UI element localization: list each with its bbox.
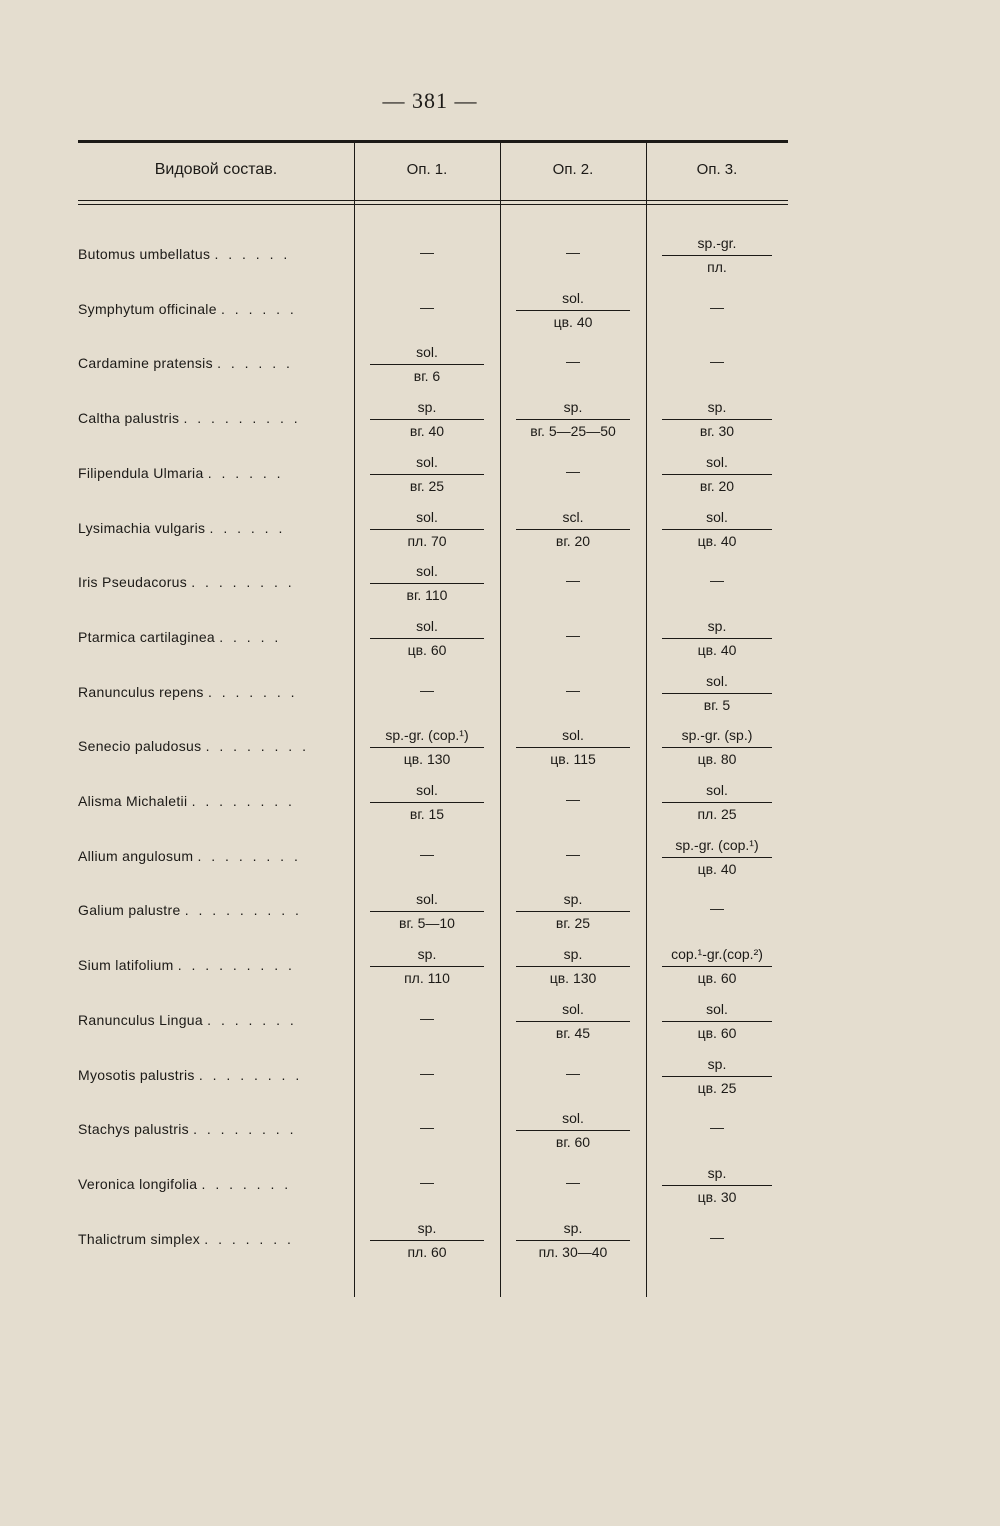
abundance-fraction (662, 1000, 772, 1041)
abundance-value: sp. (662, 1164, 772, 1186)
abundance-value: sol. (662, 1000, 772, 1022)
species-name: Butomus umbellatus (78, 246, 211, 262)
header-species: Видовой состав. (154, 161, 278, 178)
phase-height-value: вг. 20 (699, 477, 735, 494)
table-row (78, 1215, 788, 1270)
abundance-value: sp. (516, 890, 630, 912)
op1-cell (354, 1051, 500, 1105)
op2-cell (500, 1105, 646, 1159)
op1-cell (354, 1215, 500, 1269)
absent-dash: — (566, 244, 580, 260)
op1-cell (354, 558, 500, 612)
abundance-value: sp. (662, 398, 772, 420)
op2-cell (500, 613, 646, 667)
species-cell (78, 465, 348, 481)
leader-dots: . . . . . . . . (191, 793, 295, 809)
absent-dash: — (566, 681, 580, 698)
species-cell (78, 738, 348, 754)
phase-height-value: вг. 40 (409, 423, 445, 440)
species-name: Caltha palustris (78, 410, 180, 427)
abundance-fraction (662, 617, 772, 658)
phase-height-value: пл. 70 (407, 532, 447, 549)
table-row (78, 941, 788, 996)
op3-cell (646, 230, 788, 284)
leader-dots: . . . . . . . . (197, 847, 301, 864)
op1-cell (354, 668, 500, 722)
abundance-fraction (516, 1000, 630, 1041)
op1-cell (354, 722, 500, 776)
op3-cell (646, 722, 788, 776)
leader-dots: . . . . . . . (207, 1011, 297, 1028)
table-row (78, 832, 788, 887)
abundance-value: sol. (370, 781, 484, 803)
absent-dash: — (710, 1119, 724, 1136)
table-row (78, 558, 788, 613)
phase-height-value: цв. 25 (697, 1079, 737, 1096)
phase-height-value: вг. 30 (699, 423, 735, 440)
leader-dots: . . . . . . (217, 355, 293, 372)
species-name: Allium angulosum (78, 847, 194, 864)
absent-dash: — (420, 1173, 434, 1190)
species-cell (78, 1067, 348, 1083)
phase-height-value: цв. 80 (697, 751, 737, 768)
phase-height-value: цв. 60 (697, 970, 737, 987)
phase-height-value: цв. 40 (697, 641, 737, 658)
abundance-fraction (516, 1109, 630, 1150)
leader-dots: . . . . . . . (207, 683, 298, 700)
op3-cell (646, 285, 788, 339)
abundance-value: sol. (370, 508, 484, 530)
abundance-value: sp.-gr. (sp.) (662, 726, 772, 748)
op2-cell (500, 1051, 646, 1105)
absent-dash: — (710, 1228, 724, 1245)
abundance-fraction (370, 343, 484, 384)
op2-cell (500, 504, 646, 558)
op2-cell (500, 394, 646, 448)
phase-height-value: пл. (707, 259, 727, 275)
op2-cell (500, 777, 646, 831)
species-cell (78, 520, 348, 536)
op3-cell (646, 832, 788, 886)
op2-cell (500, 285, 646, 339)
abundance-fraction (662, 453, 772, 494)
abundance-value: sol. (370, 617, 484, 639)
phase-height-value: вг. 15 (409, 806, 445, 822)
abundance-value: sol. (516, 1000, 630, 1022)
species-cell (78, 1231, 348, 1247)
absent-dash: — (566, 791, 580, 807)
header-double-rule (78, 200, 788, 205)
op3-cell (646, 941, 788, 995)
species-name: Sium latifolium (78, 957, 174, 974)
abundance-value: sp. (516, 398, 630, 420)
abundance-fraction (662, 234, 772, 275)
abundance-value: sol. (516, 726, 630, 748)
abundance-value: sol. (516, 289, 630, 311)
species-name: Ranunculus Lingua (78, 1011, 203, 1028)
leader-dots: . . . . . . . . (205, 738, 309, 755)
absent-dash: — (566, 462, 580, 479)
phase-height-value: пл. 30—40 (538, 1243, 608, 1260)
op1-cell (354, 449, 500, 503)
op1-cell (354, 1160, 500, 1214)
abundance-fraction (662, 836, 772, 877)
abundance-fraction (516, 289, 630, 330)
abundance-fraction (516, 890, 630, 931)
abundance-fraction (662, 672, 772, 713)
absent-dash: — (710, 572, 724, 589)
species-name: Ptarmica cartilaginea (78, 628, 216, 645)
table-row (78, 1051, 788, 1106)
op2-cell (500, 886, 646, 940)
leader-dots: . . . . . . . (201, 1175, 292, 1192)
abundance-value: sp. (516, 945, 630, 967)
abundance-value: sp. (370, 945, 484, 967)
species-name: Veronica longifolia (78, 1175, 198, 1192)
table-row (78, 886, 788, 941)
table-row (78, 668, 788, 723)
op1-cell (354, 1105, 500, 1159)
table-row (78, 722, 788, 777)
abundance-fraction (370, 890, 484, 931)
abundance-value: sol. (662, 508, 772, 530)
leader-dots: . . . . . (219, 628, 282, 645)
phase-height-value: цв. 40 (697, 860, 737, 877)
phase-height-value: вг. 20 (555, 532, 591, 549)
absent-dash: — (566, 626, 580, 643)
op2-cell (500, 722, 646, 776)
species-cell (78, 957, 348, 973)
abundance-value: sol. (370, 453, 484, 475)
phase-height-value: цв. 30 (697, 1188, 737, 1205)
op2-cell (500, 941, 646, 995)
species-cell (78, 902, 348, 918)
abundance-value: sp. (662, 1055, 772, 1077)
species-name: Galium palustre (78, 902, 181, 919)
op1-cell (354, 832, 500, 886)
phase-height-value: вг. 60 (555, 1134, 591, 1151)
abundance-fraction (370, 562, 484, 603)
page-number: — 381 — (382, 88, 478, 113)
table-row (78, 777, 788, 832)
abundance-value: cop.¹-gr.(cop.²) (662, 945, 772, 967)
abundance-value: sol. (370, 890, 484, 912)
absent-dash: — (420, 1064, 434, 1081)
phase-height-value: пл. 25 (697, 806, 737, 822)
leader-dots: . . . . . . . . (193, 1121, 297, 1138)
phase-height-value: пл. 60 (407, 1243, 447, 1260)
abundance-fraction (662, 781, 772, 822)
abundance-value: sol. (516, 1109, 630, 1131)
op3-cell (646, 558, 788, 612)
species-name: Symphytum officinale (78, 300, 217, 317)
phase-height-value: цв. 60 (407, 641, 447, 658)
abundance-value: sp.-gr. (cop.¹) (662, 836, 772, 858)
op2-cell (500, 1215, 646, 1269)
species-name: Lysimachia vulgaris (78, 519, 206, 536)
species-name: Senecio paludosus (78, 738, 202, 755)
op2-cell (500, 668, 646, 722)
absent-dash: — (420, 244, 434, 260)
abundance-value: sol. (370, 562, 484, 584)
absent-dash: — (566, 572, 580, 589)
op1-cell (354, 285, 500, 339)
leader-dots: . . . . . . . . (198, 1066, 303, 1083)
species-cell (78, 793, 348, 809)
species-name: Cardamine pratensis (78, 355, 213, 372)
op2-cell (500, 1160, 646, 1214)
abundance-fraction (370, 945, 484, 986)
abundance-value: sol. (662, 453, 772, 475)
abundance-fraction (370, 453, 484, 494)
abundance-fraction (516, 726, 630, 767)
species-cell (78, 1121, 348, 1137)
phase-height-value: вг. 6 (413, 368, 441, 385)
op1-cell (354, 777, 500, 831)
table-row (78, 285, 788, 340)
abundance-fraction (516, 508, 630, 549)
abundance-value: sol. (662, 781, 772, 803)
abundance-value: sp.-gr. (cop.¹) (370, 726, 484, 748)
species-cell (78, 355, 348, 371)
table-row (78, 613, 788, 668)
abundance-fraction (662, 1055, 772, 1096)
species-cell (78, 1176, 348, 1192)
abundance-fraction (662, 945, 772, 986)
abundance-fraction (662, 398, 772, 439)
phase-height-value: вг. 25 (555, 915, 591, 932)
phase-height-value: цв. 60 (697, 1024, 737, 1041)
species-cell (78, 410, 348, 426)
table-header-row (78, 143, 788, 201)
abundance-value: scl. (516, 508, 630, 530)
absent-dash: — (566, 845, 580, 862)
table-row (78, 230, 788, 285)
phase-height-value: цв. 115 (550, 751, 596, 768)
table-row (78, 1105, 788, 1160)
op2-cell (500, 996, 646, 1050)
op3-cell (646, 996, 788, 1050)
op1-cell (354, 504, 500, 558)
species-cell (78, 848, 348, 864)
phase-height-value: вг. 25 (409, 477, 445, 494)
abundance-fraction (370, 1219, 484, 1260)
op1-cell (354, 886, 500, 940)
op3-cell (646, 886, 788, 940)
op2-cell (500, 230, 646, 284)
table-row (78, 504, 788, 559)
species-name: Iris Pseudacorus (78, 574, 188, 591)
op2-cell (500, 832, 646, 886)
abundance-fraction (370, 398, 484, 439)
op1-cell (354, 394, 500, 448)
absent-dash: — (710, 900, 724, 917)
op2-cell (500, 449, 646, 503)
species-name: Stachys palustris (78, 1121, 189, 1138)
op2-cell (500, 339, 646, 393)
table-row (78, 996, 788, 1051)
species-name: Thalictrum simplex (78, 1230, 201, 1247)
op1-cell (354, 613, 500, 667)
abundance-fraction (516, 945, 630, 986)
species-cell (78, 574, 348, 590)
abundance-fraction (662, 726, 772, 767)
species-cell (78, 1012, 348, 1028)
abundance-fraction (370, 508, 484, 549)
op3-cell (646, 1160, 788, 1214)
table-row (78, 449, 788, 504)
leader-dots: . . . . . . . (204, 1230, 294, 1247)
absent-dash: — (420, 1119, 434, 1136)
op1-cell (354, 230, 500, 284)
op1-cell (354, 941, 500, 995)
phase-height-value: цв. 130 (549, 970, 597, 987)
leader-dots: . . . . . . (221, 300, 297, 317)
leader-dots: . . . . . . . . . (177, 957, 295, 974)
abundance-fraction (516, 1219, 630, 1260)
species-name: Filipendula Ulmaria (78, 464, 204, 481)
abundance-value: sp. (662, 617, 772, 639)
species-name: Myosotis palustris (78, 1066, 195, 1083)
header-op2: Оп. 2. (552, 161, 594, 178)
abundance-value: sp.-gr. (662, 234, 772, 256)
op2-cell (500, 558, 646, 612)
op1-cell (354, 996, 500, 1050)
absent-dash: — (420, 1009, 434, 1026)
abundance-value: sol. (370, 343, 484, 365)
op1-cell (354, 339, 500, 393)
op3-cell (646, 613, 788, 667)
absent-dash: — (420, 298, 434, 315)
op3-cell (646, 1051, 788, 1105)
abundance-fraction (516, 398, 630, 439)
phase-height-value: цв. 40 (553, 313, 593, 330)
species-name: Alisma Michaletii (78, 793, 188, 809)
abundance-value: sp. (516, 1219, 630, 1241)
abundance-fraction (662, 508, 772, 549)
phase-height-value: цв. 130 (403, 751, 451, 768)
op3-cell (646, 668, 788, 722)
abundance-fraction (370, 781, 484, 822)
op3-cell (646, 449, 788, 503)
species-cell (78, 629, 348, 645)
phase-height-value: цв. 40 (697, 532, 737, 549)
table-row (78, 339, 788, 394)
header-op1: Оп. 1. (406, 161, 448, 178)
species-cell (78, 301, 348, 317)
absent-dash: — (710, 353, 724, 370)
op3-cell (646, 1105, 788, 1159)
species-cell (78, 246, 348, 262)
phase-height-value: вг. 5—10 (399, 915, 455, 932)
species-cell (78, 684, 348, 700)
op3-cell (646, 339, 788, 393)
phase-height-value: пл. 110 (404, 970, 450, 987)
phase-height-value: вг. 110 (406, 587, 448, 604)
op3-cell (646, 1215, 788, 1269)
abundance-value: sp. (370, 398, 484, 420)
phase-height-value: вг. 45 (555, 1024, 591, 1041)
abundance-value: sp. (370, 1219, 484, 1241)
absent-dash: — (420, 845, 434, 862)
op3-cell (646, 777, 788, 831)
absent-dash: — (566, 1064, 580, 1081)
abundance-fraction (370, 726, 484, 767)
abundance-value: sol. (662, 672, 772, 694)
abundance-fraction (662, 1164, 772, 1205)
leader-dots: . . . . . . . . . (184, 902, 302, 919)
table-row (78, 1160, 788, 1215)
leader-dots: . . . . . . (207, 464, 284, 481)
absent-dash: — (566, 353, 580, 370)
table-row (78, 394, 788, 449)
absent-dash: — (420, 681, 434, 698)
absent-dash: — (566, 1173, 580, 1190)
op3-cell (646, 504, 788, 558)
header-op3: Оп. 3. (696, 161, 738, 178)
species-name: Ranunculus repens (78, 683, 204, 700)
leader-dots: . . . . . . (214, 246, 291, 262)
phase-height-value: вг. 5 (703, 696, 731, 713)
phase-height-value: вг. 5—25—50 (530, 423, 616, 440)
leader-dots: . . . . . . (209, 519, 286, 536)
leader-dots: . . . . . . . . . (183, 410, 301, 427)
abundance-fraction (370, 617, 484, 658)
leader-dots: . . . . . . . . (191, 574, 295, 591)
absent-dash: — (710, 298, 724, 315)
op3-cell (646, 394, 788, 448)
